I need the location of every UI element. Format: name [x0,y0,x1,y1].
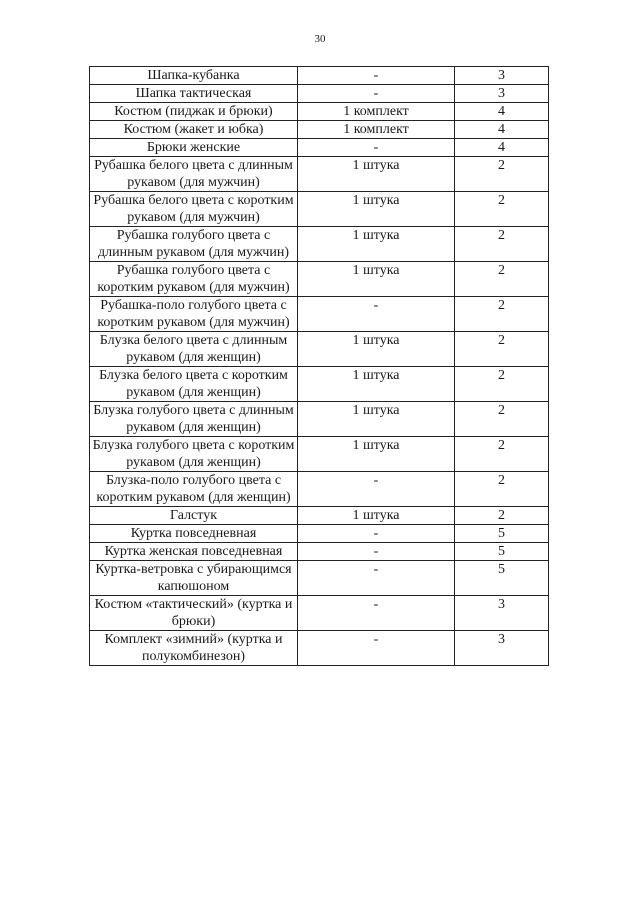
item-name-cell: Блузка белого цвета с длинным рукавом (для женщин) [90,332,298,367]
quantity-cell: 1 штука [298,367,455,402]
wear-term-cell: 2 [455,332,549,367]
table-row [90,103,549,121]
item-name-cell: Шапка-кубанка [90,67,298,85]
quantity-cell: 1 штука [298,157,455,192]
item-name-cell: Костюм (жакет и юбка) [90,121,298,139]
item-name-cell: Рубашка белого цвета с длинным рукавом (для мужчин) [90,157,298,192]
item-name-cell: Рубашка голубого цвета с длинным рукавом (для мужчин) [90,227,298,262]
page-number: 30 [314,33,326,45]
item-name-cell: Костюм (пиджак и брюки) [90,103,298,121]
item-name-cell: Рубашка голубого цвета с коротким рукавом (для мужчин) [90,262,298,297]
item-name-cell: Брюки женские [90,139,298,157]
wear-term-cell: 2 [455,157,549,192]
table-body [90,67,549,666]
item-name-cell: Блузка голубого цвета с длинным рукавом (для женщин) [90,402,298,437]
quantity-cell: - [298,525,455,543]
quantity-cell: 1 штука [298,507,455,525]
uniform-items-table [89,66,549,666]
item-name-cell: Куртка женская повседневная [90,543,298,561]
table-row [90,507,549,525]
item-name-cell: Рубашка-поло голубого цвета с коротким рукавом (для мужчин) [90,297,298,332]
quantity-cell: - [298,596,455,631]
table-row [90,262,549,297]
table-row [90,543,549,561]
table-row [90,472,549,507]
item-name-cell: Шапка тактическая [90,85,298,103]
table-row [90,139,549,157]
table-row [90,402,549,437]
wear-term-cell: 2 [455,262,549,297]
wear-term-cell: 5 [455,543,549,561]
table-row [90,561,549,596]
quantity-cell: 1 штука [298,227,455,262]
item-name-cell: Куртка-ветровка с убирающимся капюшоном [90,561,298,596]
wear-term-cell: 2 [455,402,549,437]
table-row [90,157,549,192]
table-row [90,121,549,139]
wear-term-cell: 3 [455,631,549,666]
quantity-cell: - [298,139,455,157]
wear-term-cell: 3 [455,596,549,631]
wear-term-cell: 5 [455,561,549,596]
wear-term-cell: 2 [455,192,549,227]
wear-term-cell: 3 [455,85,549,103]
wear-term-cell: 2 [455,472,549,507]
quantity-cell: - [298,631,455,666]
item-name-cell: Галстук [90,507,298,525]
item-name-cell: Костюм «тактический» (куртка и брюки) [90,596,298,631]
quantity-cell: - [298,543,455,561]
quantity-cell: 1 штука [298,402,455,437]
wear-term-cell: 2 [455,507,549,525]
wear-term-cell: 4 [455,139,549,157]
table-row [90,437,549,472]
wear-term-cell: 4 [455,103,549,121]
quantity-cell: - [298,85,455,103]
item-name-cell: Рубашка белого цвета с коротким рукавом (для мужчин) [90,192,298,227]
quantity-cell: 1 штука [298,192,455,227]
wear-term-cell: 2 [455,437,549,472]
quantity-cell: 1 штука [298,437,455,472]
item-name-cell: Куртка повседневная [90,525,298,543]
table-row [90,227,549,262]
item-name-cell: Блузка-поло голубого цвета с коротким рукавом (для женщин) [90,472,298,507]
table-row [90,596,549,631]
item-name-cell: Блузка голубого цвета с коротким рукавом (для женщин) [90,437,298,472]
wear-term-cell: 2 [455,367,549,402]
wear-term-cell: 2 [455,227,549,262]
wear-term-cell: 3 [455,67,549,85]
table-row [90,332,549,367]
quantity-cell: - [298,472,455,507]
quantity-cell: 1 штука [298,262,455,297]
wear-term-cell: 5 [455,525,549,543]
table-row [90,85,549,103]
quantity-cell: 1 комплект [298,121,455,139]
wear-term-cell: 2 [455,297,549,332]
table-row [90,192,549,227]
table-row [90,525,549,543]
table-row [90,67,549,85]
quantity-cell: - [298,67,455,85]
table-row [90,297,549,332]
item-name-cell: Комплект «зимний» (куртка и полукомбинезон) [90,631,298,666]
quantity-cell: 1 штука [298,332,455,367]
table-row [90,631,549,666]
quantity-cell: - [298,561,455,596]
table-row [90,367,549,402]
quantity-cell: - [298,297,455,332]
wear-term-cell: 4 [455,121,549,139]
quantity-cell: 1 комплект [298,103,455,121]
item-name-cell: Блузка белого цвета с коротким рукавом (для женщин) [90,367,298,402]
